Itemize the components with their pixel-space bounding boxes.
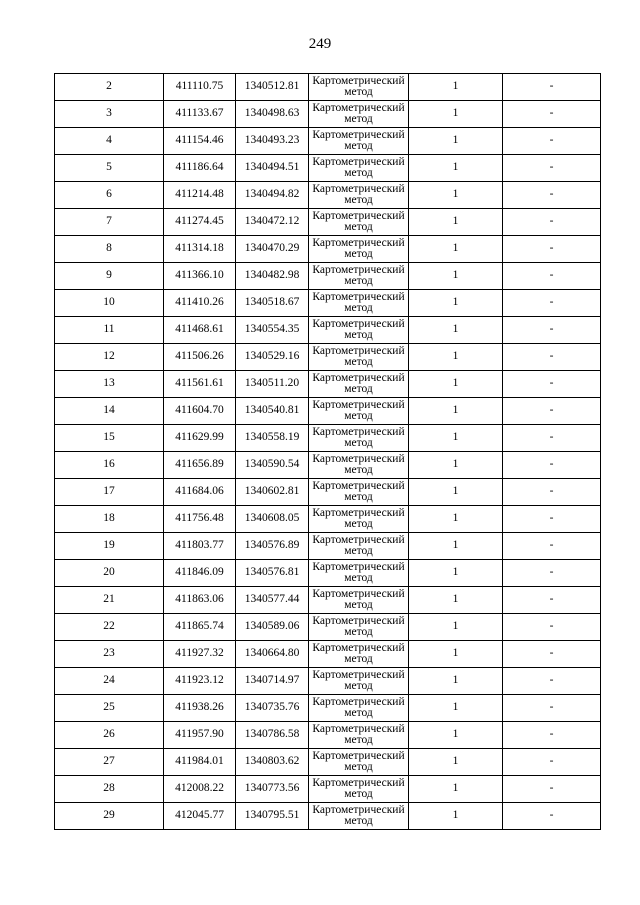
x-coordinate-cell: 411410.26	[164, 290, 236, 317]
precision-cell: 1	[409, 452, 503, 479]
coordinates-table	[54, 73, 601, 830]
point-number-cell: 2	[55, 74, 164, 101]
x-coordinate-cell: 411133.67	[164, 101, 236, 128]
method-line-1: Картометрический	[312, 479, 405, 492]
method-cell	[309, 668, 409, 695]
x-coordinate-cell: 411984.01	[164, 749, 236, 776]
description-cell: -	[503, 776, 601, 803]
method-cell	[309, 803, 409, 830]
method-line-2: метод	[344, 788, 373, 800]
method-line-2: метод	[344, 86, 373, 98]
method-line-1: Картометрический	[312, 128, 405, 141]
method-line-2: метод	[344, 734, 373, 746]
x-coordinate-cell: 411927.32	[164, 641, 236, 668]
method-cell	[309, 398, 409, 425]
table-row	[55, 506, 601, 533]
x-coordinate-cell: 411803.77	[164, 533, 236, 560]
precision-cell: 1	[409, 263, 503, 290]
description-cell: -	[503, 371, 601, 398]
table-row	[55, 371, 601, 398]
precision-cell: 1	[409, 74, 503, 101]
x-coordinate-cell: 411756.48	[164, 506, 236, 533]
method-line-2: метод	[344, 653, 373, 665]
point-number-cell: 23	[55, 641, 164, 668]
y-coordinate-cell: 1340576.89	[236, 533, 309, 560]
y-coordinate-cell: 1340494.51	[236, 155, 309, 182]
precision-cell: 1	[409, 587, 503, 614]
x-coordinate-cell: 411366.10	[164, 263, 236, 290]
precision-cell: 1	[409, 344, 503, 371]
x-coordinate-cell: 411863.06	[164, 587, 236, 614]
method-line-1: Картометрический	[312, 101, 405, 114]
method-line-1: Картометрический	[312, 209, 405, 222]
method-line-2: метод	[344, 167, 373, 179]
y-coordinate-cell: 1340470.29	[236, 236, 309, 263]
description-cell: -	[503, 749, 601, 776]
point-number-cell: 24	[55, 668, 164, 695]
y-coordinate-cell: 1340482.98	[236, 263, 309, 290]
precision-cell: 1	[409, 290, 503, 317]
point-number-cell: 20	[55, 560, 164, 587]
description-cell: -	[503, 641, 601, 668]
method-cell	[309, 101, 409, 128]
point-number-cell: 13	[55, 371, 164, 398]
table-row	[55, 74, 601, 101]
table-row	[55, 668, 601, 695]
table-row	[55, 236, 601, 263]
method-line-1: Картометрический	[312, 263, 405, 276]
method-line-1: Картометрический	[312, 641, 405, 654]
description-cell: -	[503, 209, 601, 236]
method-line-2: метод	[344, 680, 373, 692]
description-cell: -	[503, 128, 601, 155]
y-coordinate-cell: 1340493.23	[236, 128, 309, 155]
table-row	[55, 614, 601, 641]
table-row	[55, 263, 601, 290]
description-cell: -	[503, 614, 601, 641]
method-line-2: метод	[344, 761, 373, 773]
point-number-cell: 25	[55, 695, 164, 722]
y-coordinate-cell: 1340529.16	[236, 344, 309, 371]
y-coordinate-cell: 1340773.56	[236, 776, 309, 803]
y-coordinate-cell: 1340590.54	[236, 452, 309, 479]
point-number-cell: 19	[55, 533, 164, 560]
method-cell	[309, 371, 409, 398]
y-coordinate-cell: 1340540.81	[236, 398, 309, 425]
method-line-2: метод	[344, 815, 373, 827]
method-line-2: метод	[344, 302, 373, 314]
table-row	[55, 398, 601, 425]
method-line-2: метод	[344, 140, 373, 152]
method-line-1: Картометрический	[312, 236, 405, 249]
table-row	[55, 641, 601, 668]
x-coordinate-cell: 411938.26	[164, 695, 236, 722]
method-cell	[309, 155, 409, 182]
precision-cell: 1	[409, 317, 503, 344]
table-row	[55, 452, 601, 479]
description-cell: -	[503, 722, 601, 749]
method-cell	[309, 236, 409, 263]
table-row	[55, 749, 601, 776]
precision-cell: 1	[409, 425, 503, 452]
method-line-1: Картометрический	[312, 506, 405, 519]
x-coordinate-cell: 412045.77	[164, 803, 236, 830]
precision-cell: 1	[409, 128, 503, 155]
method-line-1: Картометрический	[312, 425, 405, 438]
y-coordinate-cell: 1340498.63	[236, 101, 309, 128]
table-row	[55, 776, 601, 803]
description-cell: -	[503, 263, 601, 290]
point-number-cell: 28	[55, 776, 164, 803]
method-line-1: Картометрический	[312, 155, 405, 168]
x-coordinate-cell: 411214.48	[164, 182, 236, 209]
method-cell	[309, 452, 409, 479]
method-line-1: Картометрический	[312, 371, 405, 384]
description-cell: -	[503, 695, 601, 722]
y-coordinate-cell: 1340664.80	[236, 641, 309, 668]
method-line-2: метод	[344, 545, 373, 557]
y-coordinate-cell: 1340511.20	[236, 371, 309, 398]
method-line-2: метод	[344, 383, 373, 395]
method-line-1: Картометрический	[312, 74, 405, 87]
precision-cell: 1	[409, 668, 503, 695]
method-line-1: Картометрический	[312, 695, 405, 708]
method-line-2: метод	[344, 626, 373, 638]
description-cell: -	[503, 560, 601, 587]
precision-cell: 1	[409, 776, 503, 803]
description-cell: -	[503, 803, 601, 830]
description-cell: -	[503, 182, 601, 209]
point-number-cell: 10	[55, 290, 164, 317]
table-row	[55, 209, 601, 236]
method-cell	[309, 425, 409, 452]
method-line-1: Картометрический	[312, 803, 405, 816]
method-line-2: метод	[344, 491, 373, 503]
method-line-1: Картометрический	[312, 452, 405, 465]
method-line-1: Картометрический	[312, 344, 405, 357]
point-number-cell: 6	[55, 182, 164, 209]
table-row	[55, 317, 601, 344]
x-coordinate-cell: 411468.61	[164, 317, 236, 344]
x-coordinate-cell: 411629.99	[164, 425, 236, 452]
table-row	[55, 155, 601, 182]
description-cell: -	[503, 290, 601, 317]
precision-cell: 1	[409, 236, 503, 263]
description-cell: -	[503, 668, 601, 695]
method-line-1: Картометрический	[312, 587, 405, 600]
method-line-2: метод	[344, 194, 373, 206]
method-cell	[309, 128, 409, 155]
method-line-1: Картометрический	[312, 614, 405, 627]
method-cell	[309, 209, 409, 236]
x-coordinate-cell: 411561.61	[164, 371, 236, 398]
x-coordinate-cell: 411846.09	[164, 560, 236, 587]
method-line-2: метод	[344, 329, 373, 341]
precision-cell: 1	[409, 182, 503, 209]
precision-cell: 1	[409, 803, 503, 830]
precision-cell: 1	[409, 398, 503, 425]
point-number-cell: 8	[55, 236, 164, 263]
x-coordinate-cell: 411186.64	[164, 155, 236, 182]
method-line-2: метод	[344, 275, 373, 287]
method-line-1: Картометрический	[312, 749, 405, 762]
table-row	[55, 803, 601, 830]
y-coordinate-cell: 1340714.97	[236, 668, 309, 695]
table-row	[55, 722, 601, 749]
description-cell: -	[503, 317, 601, 344]
precision-cell: 1	[409, 641, 503, 668]
table-row	[55, 344, 601, 371]
point-number-cell: 3	[55, 101, 164, 128]
point-number-cell: 9	[55, 263, 164, 290]
y-coordinate-cell: 1340608.05	[236, 506, 309, 533]
description-cell: -	[503, 101, 601, 128]
table-row	[55, 182, 601, 209]
method-line-2: метод	[344, 707, 373, 719]
method-line-1: Картометрический	[312, 722, 405, 735]
description-cell: -	[503, 452, 601, 479]
method-cell	[309, 695, 409, 722]
method-line-1: Картометрический	[312, 560, 405, 573]
point-number-cell: 4	[55, 128, 164, 155]
method-cell	[309, 182, 409, 209]
precision-cell: 1	[409, 560, 503, 587]
description-cell: -	[503, 74, 601, 101]
point-number-cell: 15	[55, 425, 164, 452]
method-cell	[309, 506, 409, 533]
method-cell	[309, 479, 409, 506]
x-coordinate-cell: 412008.22	[164, 776, 236, 803]
table-row	[55, 695, 601, 722]
method-cell	[309, 290, 409, 317]
point-number-cell: 21	[55, 587, 164, 614]
table-row	[55, 587, 601, 614]
x-coordinate-cell: 411656.89	[164, 452, 236, 479]
y-coordinate-cell: 1340786.58	[236, 722, 309, 749]
method-line-1: Картометрический	[312, 533, 405, 546]
precision-cell: 1	[409, 722, 503, 749]
description-cell: -	[503, 506, 601, 533]
y-coordinate-cell: 1340735.76	[236, 695, 309, 722]
point-number-cell: 22	[55, 614, 164, 641]
precision-cell: 1	[409, 614, 503, 641]
point-number-cell: 16	[55, 452, 164, 479]
point-number-cell: 7	[55, 209, 164, 236]
x-coordinate-cell: 411684.06	[164, 479, 236, 506]
point-number-cell: 17	[55, 479, 164, 506]
x-coordinate-cell: 411506.26	[164, 344, 236, 371]
y-coordinate-cell: 1340494.82	[236, 182, 309, 209]
point-number-cell: 12	[55, 344, 164, 371]
method-line-2: метод	[344, 437, 373, 449]
method-cell	[309, 263, 409, 290]
y-coordinate-cell: 1340602.81	[236, 479, 309, 506]
page-number: 249	[308, 36, 332, 52]
method-line-2: метод	[344, 248, 373, 260]
y-coordinate-cell: 1340589.06	[236, 614, 309, 641]
table-row	[55, 425, 601, 452]
x-coordinate-cell: 411110.75	[164, 74, 236, 101]
precision-cell: 1	[409, 533, 503, 560]
y-coordinate-cell: 1340577.44	[236, 587, 309, 614]
table-row	[55, 128, 601, 155]
y-coordinate-cell: 1340518.67	[236, 290, 309, 317]
method-line-2: метод	[344, 221, 373, 233]
method-line-1: Картометрический	[312, 182, 405, 195]
method-cell	[309, 344, 409, 371]
description-cell: -	[503, 236, 601, 263]
description-cell: -	[503, 155, 601, 182]
x-coordinate-cell: 411274.45	[164, 209, 236, 236]
method-line-2: метод	[344, 464, 373, 476]
method-cell	[309, 641, 409, 668]
method-line-2: метод	[344, 356, 373, 368]
table-row	[55, 560, 601, 587]
precision-cell: 1	[409, 101, 503, 128]
method-cell	[309, 317, 409, 344]
method-cell	[309, 749, 409, 776]
method-line-2: метод	[344, 410, 373, 422]
point-number-cell: 26	[55, 722, 164, 749]
y-coordinate-cell: 1340554.35	[236, 317, 309, 344]
y-coordinate-cell: 1340576.81	[236, 560, 309, 587]
method-cell	[309, 722, 409, 749]
table-row	[55, 290, 601, 317]
point-number-cell: 27	[55, 749, 164, 776]
table-row	[55, 533, 601, 560]
precision-cell: 1	[409, 155, 503, 182]
precision-cell: 1	[409, 209, 503, 236]
precision-cell: 1	[409, 695, 503, 722]
method-cell	[309, 587, 409, 614]
point-number-cell: 5	[55, 155, 164, 182]
method-line-1: Картометрический	[312, 398, 405, 411]
method-line-2: метод	[344, 518, 373, 530]
point-number-cell: 11	[55, 317, 164, 344]
method-line-2: метод	[344, 113, 373, 125]
x-coordinate-cell: 411957.90	[164, 722, 236, 749]
point-number-cell: 14	[55, 398, 164, 425]
y-coordinate-cell: 1340803.62	[236, 749, 309, 776]
x-coordinate-cell: 411154.46	[164, 128, 236, 155]
description-cell: -	[503, 425, 601, 452]
point-number-cell: 18	[55, 506, 164, 533]
precision-cell: 1	[409, 479, 503, 506]
y-coordinate-cell: 1340512.81	[236, 74, 309, 101]
x-coordinate-cell: 411865.74	[164, 614, 236, 641]
description-cell: -	[503, 479, 601, 506]
method-cell	[309, 614, 409, 641]
y-coordinate-cell: 1340472.12	[236, 209, 309, 236]
method-line-2: метод	[344, 599, 373, 611]
description-cell: -	[503, 398, 601, 425]
method-cell	[309, 776, 409, 803]
table-row	[55, 479, 601, 506]
method-cell	[309, 74, 409, 101]
description-cell: -	[503, 344, 601, 371]
precision-cell: 1	[409, 749, 503, 776]
method-cell	[309, 533, 409, 560]
method-line-1: Картометрический	[312, 290, 405, 303]
precision-cell: 1	[409, 371, 503, 398]
table-body	[55, 74, 601, 830]
method-cell	[309, 560, 409, 587]
y-coordinate-cell: 1340795.51	[236, 803, 309, 830]
description-cell: -	[503, 533, 601, 560]
precision-cell: 1	[409, 506, 503, 533]
x-coordinate-cell: 411314.18	[164, 236, 236, 263]
method-line-1: Картометрический	[312, 317, 405, 330]
method-line-1: Картометрический	[312, 776, 405, 789]
x-coordinate-cell: 411923.12	[164, 668, 236, 695]
method-line-2: метод	[344, 572, 373, 584]
description-cell: -	[503, 587, 601, 614]
table-row	[55, 101, 601, 128]
x-coordinate-cell: 411604.70	[164, 398, 236, 425]
y-coordinate-cell: 1340558.19	[236, 425, 309, 452]
point-number-cell: 29	[55, 803, 164, 830]
method-line-1: Картометрический	[312, 668, 405, 681]
